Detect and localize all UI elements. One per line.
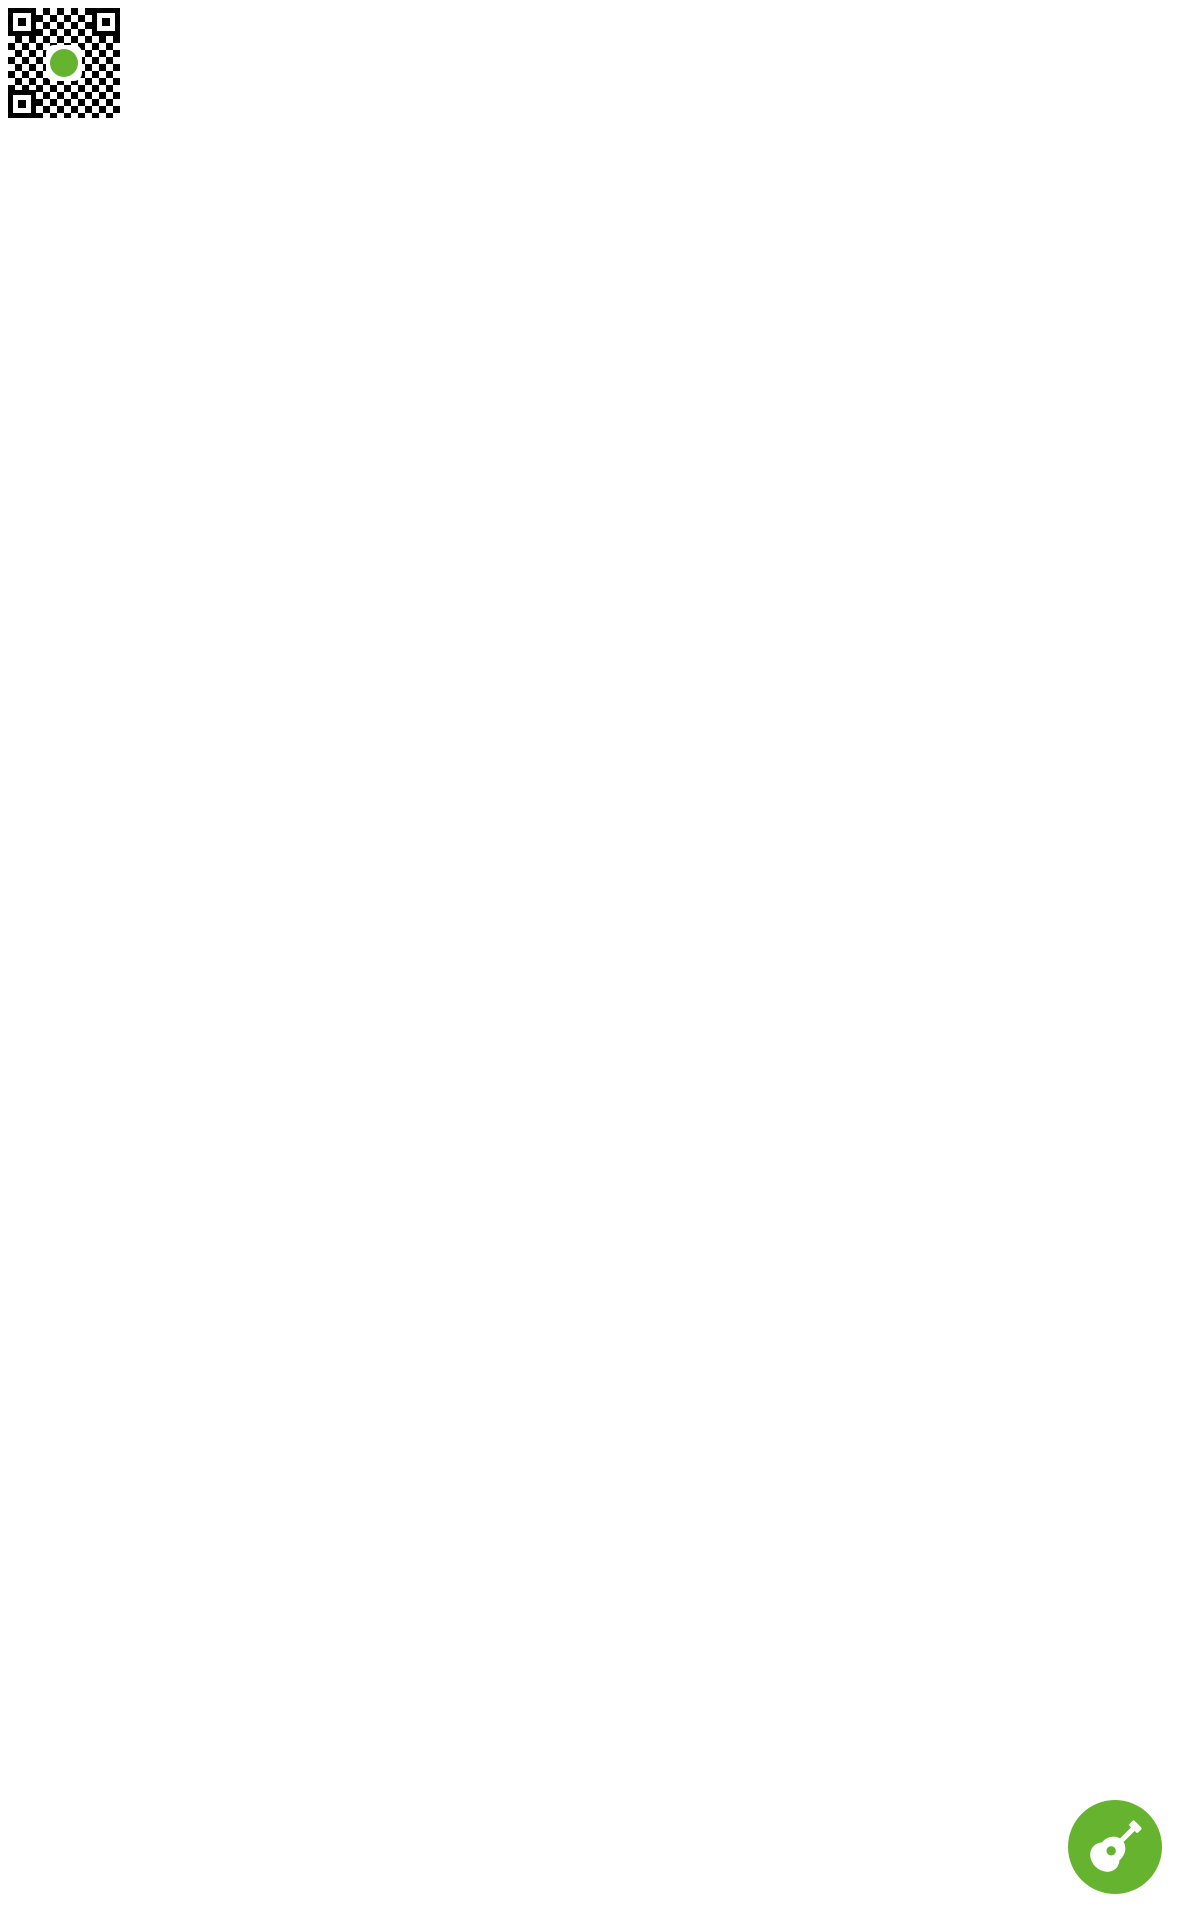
qr-center-logo-icon (46, 45, 82, 81)
qr-code (8, 8, 120, 118)
qr-finder-icon (8, 90, 36, 118)
site-logo (1068, 1800, 1172, 1894)
guitar-logo-icon (1068, 1800, 1162, 1894)
qr-finder-icon (92, 8, 120, 36)
qr-finder-icon (8, 8, 36, 36)
